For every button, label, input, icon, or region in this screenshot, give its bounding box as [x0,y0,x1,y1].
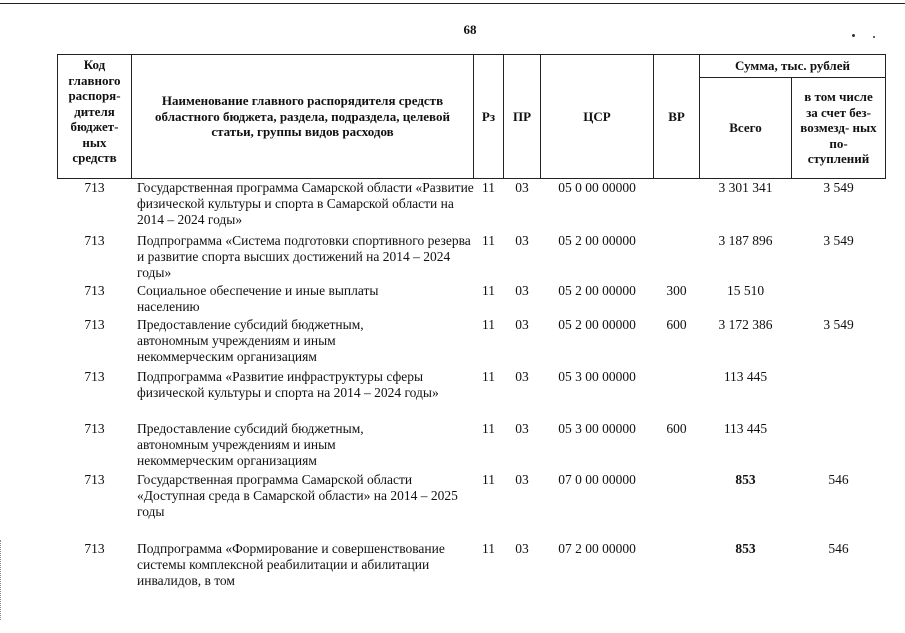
cell-csr: 05 3 00 00000 [558,421,636,436]
cell-rz: 11 [482,180,495,195]
header-vr-label: ВР [668,108,685,124]
cell-incl: 546 [828,541,849,556]
cell-csr: 05 2 00 00000 [558,317,636,332]
cell-name: Государственная программа Самарской области «Развитие физической культуры и спорта в Самарской области на 2014 – 2024 годы» [137,180,474,227]
cell-rz: 11 [482,369,495,384]
cell-pr: 03 [515,421,529,436]
cell-name: Подпрограмма «Формирование и совершенствование системы комплексной реабилитации и абилитации инвалидов, в том [137,541,445,588]
cell-csr: 07 2 00 00000 [558,541,636,556]
cell-vr: 300 [666,283,687,298]
header-rz-label: Рз [481,108,496,124]
cell-csr: 05 3 00 00000 [558,369,636,384]
cell-incl: 3 549 [823,180,854,195]
cell-csr: 05 2 00 00000 [558,283,636,298]
cell-total: 3 187 896 [718,233,773,248]
header-csr [540,54,654,179]
cell-total: 3 172 386 [718,317,773,332]
cell-kod: 713 [84,472,105,487]
cell-rz: 11 [482,283,495,298]
cell-kod: 713 [84,233,105,248]
cell-total: 853 [735,541,756,556]
cell-kod: 713 [84,317,105,332]
cell-kod: 713 [84,369,105,384]
cell-pr: 03 [515,369,529,384]
header-total [699,77,792,179]
cell-csr: 05 0 00 00000 [558,180,636,195]
cell-total: 15 510 [726,283,765,298]
cell-pr: 03 [515,317,529,332]
cell-rz: 11 [482,541,495,556]
header-csr-label: ЦСР [583,108,611,124]
cell-total: 113 445 [723,369,768,384]
scan-edge-marks [0,540,6,620]
header-vr [653,54,700,179]
cell-name: Подпрограмма «Развитие инфраструктуры сферы физической культуры и спорта на 2014 – 2024 годы» [137,369,439,400]
cell-vr: 600 [666,421,687,436]
cell-kod: 713 [84,421,105,436]
cell-csr: 07 0 00 00000 [558,472,636,487]
header-name-label: Наименование главного распорядителя средств областного бюджета, раздела, подраздела, целевой статьи, группы видов расходов [155,93,450,140]
cell-total: 113 445 [723,421,768,436]
cell-rz: 11 [482,472,495,487]
header-incl-label: в том числе за счет без- возмезд- ных по- ступлений [800,89,877,167]
cell-kod: 713 [84,283,105,298]
cell-vr: 600 [666,317,687,332]
cell-kod: 713 [84,541,105,556]
header-total-label: Всего [729,120,762,136]
cell-incl: 3 549 [823,233,854,248]
cell-pr: 03 [515,541,529,556]
header-incl [791,77,886,179]
header-name [131,54,474,179]
cell-pr: 03 [515,472,529,487]
cell-rz: 11 [482,421,495,436]
header-sum [699,54,886,78]
cell-csr: 05 2 00 00000 [558,233,636,248]
header-pr-label: ПР [512,108,532,124]
cell-name: Предоставление субсидий бюджетным, автономным учреждениям и иным некоммерческим организациям [137,421,364,468]
cell-pr: 03 [515,180,529,195]
cell-rz: 11 [482,317,495,332]
scan-speck [852,34,855,37]
cell-name: Подпрограмма «Система подготовки спортивного резерва и развитие спорта высших достижений на 2014 – 2024 годы» [137,233,471,280]
page-number: 68 [463,22,477,37]
cell-name: Государственная программа Самарской области «Доступная среда в Самарской области» на 2014 – 2025 годы [137,472,458,519]
header-kod [57,54,132,179]
cell-pr: 03 [515,233,529,248]
cell-pr: 03 [515,283,529,298]
cell-incl: 546 [828,472,849,487]
cell-total: 3 301 341 [718,180,773,195]
scan-speck [873,36,875,38]
cell-kod: 713 [84,180,105,195]
header-kod-label: Код главного распоря- дителя бюджет- ных средств [68,57,121,165]
cell-incl: 3 549 [823,317,854,332]
header-sum-label: Сумма, тыс. рублей [735,58,850,74]
cell-name: Предоставление субсидий бюджетным, автономным учреждениям и иным некоммерческим организациям [137,317,364,364]
header-pr [503,54,541,179]
header-rz [473,54,504,179]
cell-total: 853 [735,472,756,487]
top-rule [0,3,905,4]
cell-rz: 11 [482,233,495,248]
cell-name: Социальное обеспечение и иные выплаты населению [137,283,379,314]
